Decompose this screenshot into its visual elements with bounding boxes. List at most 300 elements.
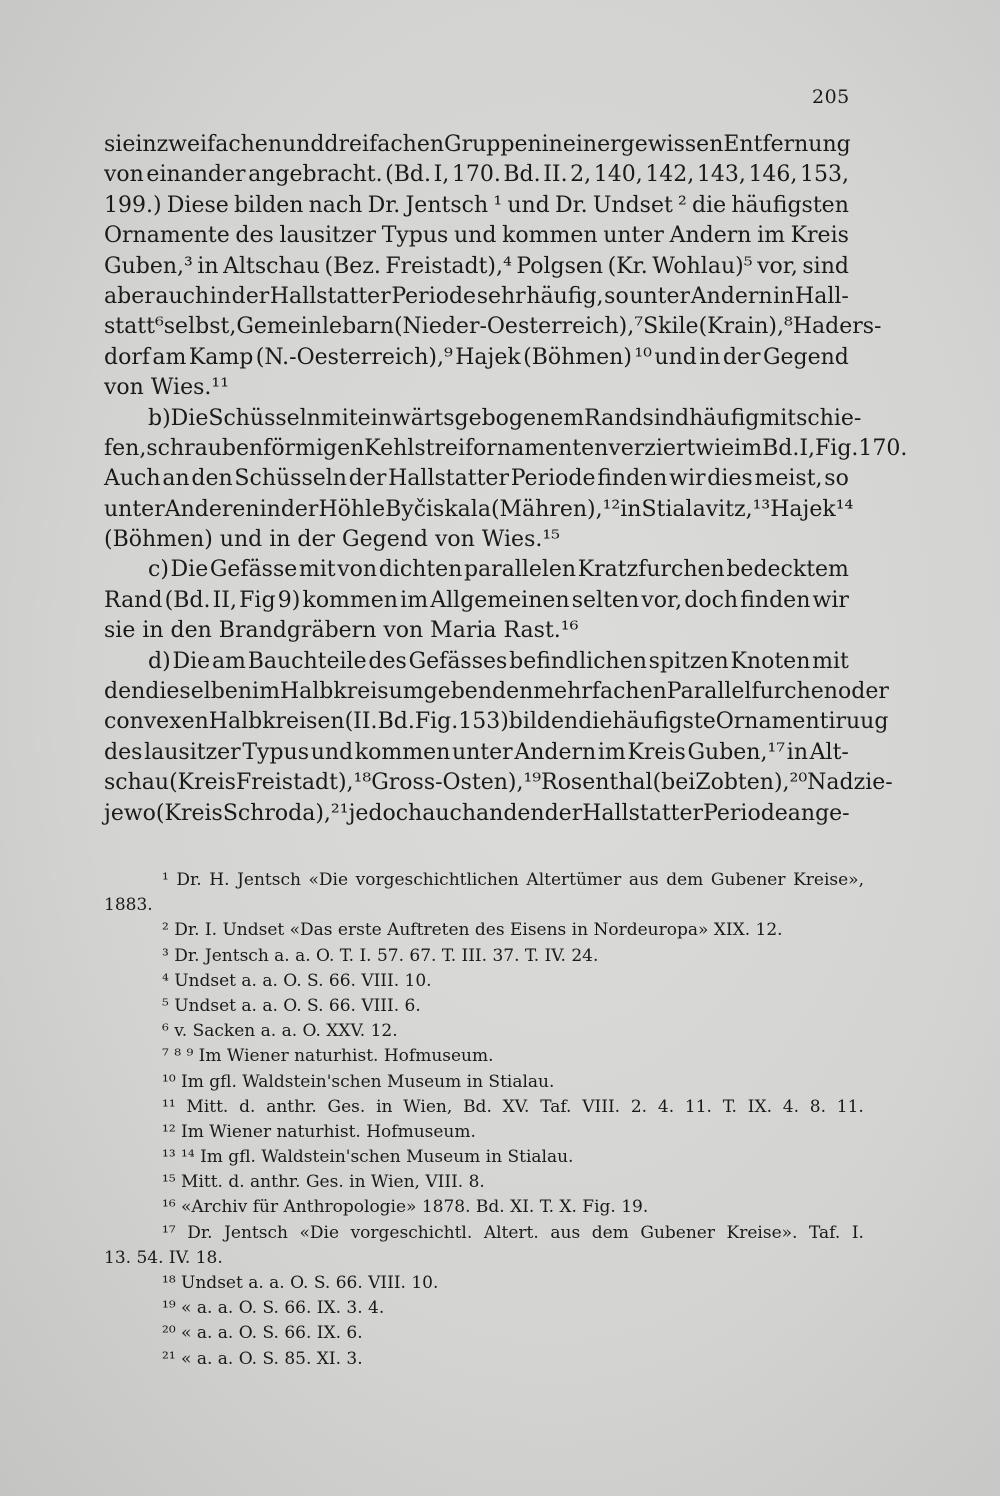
- body-line: [104, 160, 849, 190]
- word: häufig,: [526, 283, 604, 309]
- word: und: [310, 739, 354, 765]
- word: lausitzer: [144, 739, 241, 765]
- word: 170.: [858, 435, 908, 461]
- word: mit: [812, 648, 849, 674]
- body-line: [104, 282, 849, 312]
- word: des: [368, 648, 407, 674]
- word: einer: [562, 132, 621, 157]
- word: Bd.: [377, 709, 415, 735]
- word: Schüsseln: [208, 405, 321, 431]
- word: der: [280, 496, 319, 522]
- word: dreifachen: [324, 132, 445, 157]
- word: I,: [799, 435, 816, 461]
- word: wir: [812, 587, 849, 613]
- word: bedecktem: [726, 557, 849, 583]
- word: aber: [104, 283, 155, 309]
- word: angebracht.: [248, 162, 383, 188]
- footnote-line: 1883.: [104, 895, 153, 916]
- word: einwärts: [357, 405, 455, 431]
- word: Hajek¹⁴: [770, 496, 854, 522]
- word: (II.: [344, 709, 378, 735]
- word: Gefässe: [209, 557, 298, 583]
- word: der: [544, 800, 583, 826]
- word: wie: [695, 435, 735, 461]
- footnote-line: [104, 868, 864, 893]
- word: Gubener: [710, 870, 786, 890]
- word: am: [152, 344, 187, 370]
- word: Auch: [104, 466, 161, 492]
- word: dem: [591, 1222, 629, 1243]
- word: unter: [451, 739, 513, 765]
- footnote-line: ¹⁹ « a. a. O. S. 66. IX. 3. 4.: [162, 1298, 385, 1319]
- word: Rand: [104, 587, 163, 613]
- word: spitzen: [648, 648, 729, 674]
- word: Knoten: [730, 648, 811, 674]
- footnote-line: ²¹ « a. a. O. S. 85. XI. 3.: [162, 1348, 363, 1369]
- body-line: [104, 707, 889, 737]
- word: Fig.: [815, 435, 859, 461]
- word: im: [252, 679, 280, 705]
- word: ⁶: [154, 314, 164, 340]
- word: 199.): [104, 192, 162, 218]
- word: den: [503, 800, 545, 826]
- word: des: [104, 739, 143, 765]
- word: wir: [669, 466, 706, 492]
- word: Halbkreis: [279, 679, 389, 705]
- word: Taf.: [540, 1096, 572, 1117]
- word: finden: [597, 466, 668, 492]
- word: ¹: [162, 870, 169, 890]
- word: so: [604, 283, 629, 309]
- word: sie: [104, 132, 136, 157]
- footnote-line: ⁶ v. Sacken a. a. O. XXV. 12.: [162, 1021, 398, 1042]
- word: Skile: [643, 314, 699, 340]
- word: an: [162, 466, 190, 492]
- word: Kreise».: [726, 1222, 798, 1243]
- word: I.: [851, 1222, 864, 1243]
- word: Kreis: [790, 223, 849, 249]
- word: Guben,³: [104, 253, 193, 279]
- word: Freistadt),⁴: [385, 253, 512, 279]
- word: vor,: [757, 253, 798, 279]
- word: Altert.: [483, 1222, 539, 1243]
- body-line: [104, 252, 849, 282]
- word: 170.: [451, 162, 501, 188]
- word: Fig.: [414, 709, 459, 735]
- word: des: [235, 223, 274, 249]
- body-line: [104, 799, 849, 829]
- word: auch: [422, 800, 477, 826]
- word: selbst,: [163, 314, 237, 340]
- body-line: sie in den Brandgräbern von Maria Rast.¹⁶: [104, 618, 579, 644]
- word: VIII.: [582, 1096, 621, 1117]
- word: umgebenden: [388, 679, 534, 705]
- word: Kehlstreifornamenten: [364, 435, 609, 461]
- word: im: [400, 587, 429, 613]
- word: Rosenthal: [541, 770, 653, 796]
- word: und: [454, 223, 497, 249]
- word: d): [148, 648, 171, 674]
- body-line: [104, 464, 849, 494]
- word: 9): [277, 587, 301, 613]
- word: Ornamente: [104, 223, 230, 249]
- word: I,: [433, 162, 450, 188]
- word: häufigsten: [731, 192, 849, 218]
- word: II,: [212, 587, 237, 613]
- word: (Krain),⁸: [698, 314, 793, 340]
- word: vorgeschichtl.: [350, 1222, 473, 1243]
- word: Halbkreisen: [208, 709, 345, 735]
- word: Altertümer: [526, 870, 622, 890]
- word: im: [757, 223, 785, 249]
- word: unter: [629, 283, 691, 309]
- word: unter: [603, 223, 664, 249]
- word: (N.-Oesterreich),⁹: [255, 344, 453, 370]
- word: kommen: [502, 223, 598, 249]
- word: der: [722, 344, 761, 370]
- word: H.: [209, 870, 230, 890]
- word: verziert: [608, 435, 696, 461]
- word: (Nieder-Oesterreich),⁷: [393, 314, 644, 340]
- word: ¹⁰: [634, 344, 652, 370]
- word: Polgsen: [516, 253, 604, 279]
- word: meist,: [754, 466, 823, 492]
- word: doch: [684, 587, 739, 613]
- word: Bd.: [463, 1096, 492, 1117]
- footnote-line: [104, 1095, 864, 1120]
- word: aus: [628, 870, 659, 890]
- word: Fig: [239, 587, 276, 613]
- word: Anderen: [164, 496, 260, 522]
- word: 140,: [593, 162, 643, 188]
- word: Mitt.: [186, 1096, 229, 1117]
- page-number: 205: [812, 86, 850, 108]
- body-line: [104, 343, 849, 373]
- word: gewissen: [620, 132, 724, 157]
- word: Andern: [690, 283, 773, 309]
- word: Jentsch: [224, 1222, 288, 1243]
- word: in: [376, 1096, 393, 1117]
- word: Dr.: [176, 870, 202, 890]
- word: Wien,: [403, 1096, 453, 1117]
- body-line: [104, 312, 882, 342]
- word: dorf: [104, 344, 150, 370]
- word: am: [211, 648, 246, 674]
- body-line: [104, 586, 849, 616]
- word: oder: [837, 679, 889, 705]
- word: den: [104, 679, 146, 705]
- word: Entfernung: [723, 132, 851, 157]
- word: (Mähren),¹²: [490, 496, 621, 522]
- word: häufig: [689, 405, 760, 431]
- word: in: [541, 132, 563, 157]
- word: IX.: [747, 1096, 772, 1117]
- word: ¹⁷: [162, 1222, 176, 1243]
- word: dichten: [378, 557, 463, 583]
- footnote-line: ¹⁶ «Archiv für Anthropologie» 1878. Bd. XI. T. X. Fig. 19.: [162, 1197, 649, 1218]
- word: befindlichen: [509, 648, 647, 674]
- word: die: [578, 709, 613, 735]
- word: Gemeinlebarn: [236, 314, 394, 340]
- word: Ornamentiruug: [715, 709, 889, 735]
- word: im: [597, 739, 626, 765]
- word: Kratzfurchen: [577, 557, 725, 583]
- body-line: (Böhmen) und in der Gegend von Wies.¹⁵: [104, 527, 560, 553]
- body-line: [104, 404, 862, 434]
- word: Schroda),²¹: [222, 800, 349, 826]
- word: nach: [308, 192, 363, 218]
- word: 4.: [782, 1096, 799, 1117]
- word: einander: [146, 162, 246, 188]
- word: mit: [298, 557, 336, 583]
- word: b): [148, 405, 171, 431]
- word: dies: [707, 466, 753, 492]
- word: Bauchteile: [247, 648, 367, 674]
- footnote-line: [104, 1221, 864, 1246]
- word: Rand: [584, 405, 643, 431]
- word: Diese: [166, 192, 229, 218]
- word: so: [824, 466, 849, 492]
- footnote-line: ¹³ ¹⁴ Im gfl. Waldstein'schen Museum in Stialau.: [162, 1147, 574, 1168]
- word: ¹¹: [162, 1096, 176, 1117]
- word: ¹: [493, 192, 503, 218]
- word: Dr.: [187, 1222, 213, 1243]
- word: Allgemeinen: [430, 587, 570, 613]
- word: Gross-Osten),¹⁹: [371, 770, 542, 796]
- footnote-line: ¹⁰ Im gfl. Waldstein'schen Museum in Stialau.: [162, 1071, 555, 1092]
- word: «Die: [299, 1222, 340, 1243]
- body-line: [104, 221, 849, 251]
- word: selten: [571, 587, 640, 613]
- word: statt: [104, 314, 155, 340]
- word: (Kreis: [155, 800, 223, 826]
- footnote-line: ¹² Im Wiener naturhist. Hofmuseum.: [162, 1121, 476, 1142]
- word: Taf.: [809, 1222, 841, 1243]
- word: in: [773, 283, 795, 309]
- body-line: [104, 647, 849, 677]
- word: Jentsch: [405, 192, 489, 218]
- word: in: [620, 496, 642, 522]
- body-line: [104, 738, 849, 768]
- word: in: [197, 253, 219, 279]
- word: parallelen: [463, 557, 577, 583]
- word: (Bd.: [164, 587, 211, 613]
- word: Haders-: [792, 314, 882, 340]
- footnote-line: ² Dr. I. Undset «Das erste Auftreten des Eisens in Nordeuropa» XIX. 12.: [162, 920, 783, 941]
- word: dem: [666, 870, 704, 890]
- word: Wohlau)⁵: [652, 253, 753, 279]
- word: in: [699, 344, 721, 370]
- word: zweifachen: [156, 132, 282, 157]
- word: (Kreis: [169, 770, 236, 796]
- word: Höhle: [318, 496, 386, 522]
- word: XV.: [502, 1096, 530, 1117]
- word: vor,: [641, 587, 683, 613]
- word: die: [692, 192, 727, 218]
- word: Hallstatter: [388, 466, 509, 492]
- word: in: [786, 739, 808, 765]
- body-line: von Wies.¹¹: [104, 375, 230, 401]
- footnote-line: ¹⁸ Undset a. a. O. S. 66. VIII. 10.: [162, 1273, 439, 1293]
- word: bilden: [508, 709, 579, 735]
- word: Hallstatter: [582, 800, 704, 826]
- word: Schüsseln: [234, 466, 347, 492]
- footnotes: [104, 868, 864, 1372]
- word: Die: [170, 557, 209, 583]
- word: Guben,¹⁷: [687, 739, 786, 765]
- word: Hall-: [795, 283, 849, 309]
- word: und: [282, 132, 325, 157]
- word: Altschau: [223, 253, 320, 279]
- word: jedoch: [348, 800, 423, 826]
- word: Gefässes: [408, 648, 508, 674]
- word: Dr.: [367, 192, 401, 218]
- word: 142,: [645, 162, 695, 188]
- word: Dr.: [554, 192, 588, 218]
- footnote-line: ⁴ Undset a. a. O. S. 66. VIII. 10.: [162, 970, 432, 991]
- word: Ges.: [327, 1096, 366, 1117]
- word: Jentsch: [237, 870, 301, 890]
- word: der: [231, 283, 270, 309]
- word: 11.: [836, 1096, 864, 1117]
- word: 11.: [684, 1096, 712, 1117]
- word: Undset: [592, 192, 673, 218]
- word: an: [476, 800, 504, 826]
- word: (bei: [652, 770, 696, 796]
- word: Nadzie-: [807, 770, 893, 796]
- word: d.: [239, 1096, 256, 1117]
- word: (Kr.: [607, 253, 648, 279]
- word: 4.: [657, 1096, 675, 1117]
- word: kommen: [354, 739, 451, 765]
- word: Bd.: [762, 435, 800, 461]
- body-line: [104, 555, 849, 585]
- word: auch: [155, 283, 210, 309]
- word: 153): [458, 709, 509, 735]
- word: (Bd.: [385, 162, 431, 188]
- word: unter: [104, 496, 165, 522]
- word: 146,: [748, 162, 798, 188]
- word: Andern: [669, 223, 752, 249]
- word: und: [507, 192, 550, 218]
- word: Die: [170, 405, 209, 431]
- footnote-line: ⁵ Undset a. a. O. S. 66. VIII. 6.: [162, 995, 421, 1016]
- word: Typus: [242, 739, 310, 765]
- body-text: [104, 130, 908, 829]
- word: Alt-: [809, 739, 849, 765]
- word: sehr: [476, 283, 526, 309]
- word: Gubener: [640, 1222, 715, 1243]
- word: den: [191, 466, 233, 492]
- word: in: [135, 132, 157, 157]
- word: ange-: [787, 800, 850, 826]
- word: häufigste: [612, 709, 716, 735]
- word: T.: [722, 1096, 737, 1117]
- word: 8.: [809, 1096, 827, 1117]
- word: aus: [550, 1222, 581, 1243]
- word: der: [348, 466, 387, 492]
- word: Gegend: [762, 344, 849, 370]
- word: Stialavitz,¹³: [641, 496, 771, 522]
- body-line: [104, 768, 893, 798]
- word: Die: [172, 648, 211, 674]
- body-line: [104, 495, 854, 525]
- word: Hajek: [455, 344, 521, 370]
- word: Freistadt),¹⁸: [235, 770, 372, 796]
- word: bilden: [233, 192, 304, 218]
- word: 2,: [570, 162, 592, 188]
- word: Kreis: [627, 739, 686, 765]
- word: gebogenem: [454, 405, 585, 431]
- word: (Böhmen): [523, 344, 632, 370]
- word: in: [259, 496, 281, 522]
- word: Parallelfurchen: [666, 679, 838, 705]
- word: Typus: [381, 223, 449, 249]
- word: anthr.: [266, 1096, 317, 1117]
- footnote-line: ¹⁵ Mitt. d. anthr. Ges. in Wien, VIII. 8.: [162, 1172, 485, 1193]
- word: fen,: [104, 435, 147, 461]
- word: Zobten),²⁰: [695, 770, 808, 796]
- word: (Bez.: [324, 253, 381, 279]
- word: schie-: [796, 405, 862, 431]
- word: kommen: [302, 587, 398, 613]
- word: sind: [642, 405, 690, 431]
- word: lausitzer: [279, 223, 377, 249]
- word: convexen: [104, 709, 209, 735]
- word: im: [734, 435, 763, 461]
- word: dieselben: [145, 679, 253, 705]
- word: schau: [104, 770, 170, 796]
- word: Bd.: [503, 162, 541, 188]
- word: sind: [802, 253, 849, 279]
- word: 2.: [630, 1096, 648, 1117]
- word: Kreise»,: [793, 870, 864, 890]
- body-line: [104, 677, 889, 707]
- word: Andern: [514, 739, 597, 765]
- word: mit: [320, 405, 358, 431]
- word: «Die: [308, 870, 349, 890]
- word: Periode: [391, 283, 477, 309]
- word: Byčiskala: [385, 496, 491, 522]
- word: mit: [759, 405, 797, 431]
- word: Kamp: [188, 344, 254, 370]
- word: mehrfachen: [533, 679, 667, 705]
- word: Gruppen: [444, 132, 542, 157]
- word: von: [337, 557, 378, 583]
- word: ²: [678, 192, 687, 218]
- word: 143,: [696, 162, 746, 188]
- body-line: [104, 130, 849, 160]
- word: finden: [740, 587, 811, 613]
- word: von: [104, 162, 144, 188]
- word: und: [654, 344, 697, 370]
- footnote-line: ⁷ ⁸ ⁹ Im Wiener naturhist. Hofmuseum.: [162, 1046, 494, 1067]
- body-line: [104, 434, 908, 464]
- word: jewo: [104, 800, 156, 826]
- word: Periode: [703, 800, 788, 826]
- word: Hallstatter: [269, 283, 391, 309]
- word: II.: [543, 162, 568, 188]
- word: schraubenförmigen: [146, 435, 365, 461]
- word: Periode: [510, 466, 596, 492]
- word: c): [148, 557, 169, 583]
- word: in: [209, 283, 231, 309]
- body-line: [104, 191, 849, 221]
- word: 153,: [800, 162, 849, 188]
- word: vorgeschichtlichen: [355, 870, 519, 890]
- footnote-line: 13. 54. IV. 18.: [104, 1247, 223, 1268]
- footnote-line: ²⁰ « a. a. O. S. 66. IX. 6.: [162, 1323, 363, 1344]
